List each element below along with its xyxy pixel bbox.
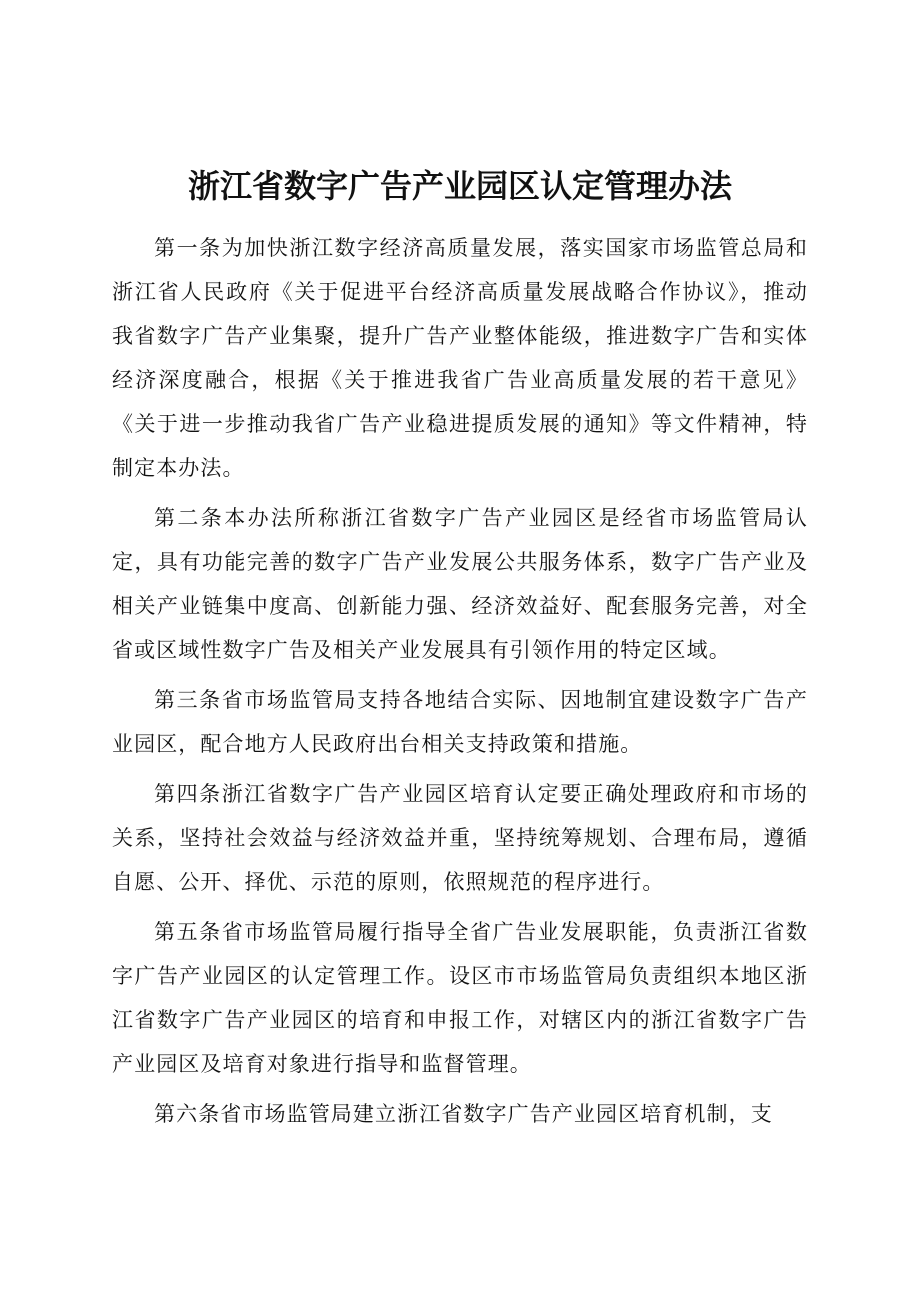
article-4: 第四条浙江省数字广告产业园区培育认定要正确处理政府和市场的关系，坚持社会效益与经济效益并重，坚持统筹规划、合理布局，遵循自愿、公开、择优、示范的原则，依照规范的程序进行。: [112, 782, 808, 894]
document-title: 浙江省数字广告产业园区认定管理办法: [187, 167, 732, 205]
article-6: 第六条省市场监管局建立浙江省数字广告产业园区培育机制，支: [154, 1102, 773, 1126]
document-body: [112, 226, 808, 1142]
article-5: 第五条省市场监管局履行指导全省广告业发展职能，负责浙江省数字广告产业园区的认定管理工作。设区市市场监管局负责组织本地区浙江省数字广告产业园区的培育和申报工作，对辖区内的浙江省数字广告产业园区及培育对象进行指导和监督管理。: [112, 920, 808, 1076]
article-3: 第三条省市场监管局支持各地结合实际、因地制宜建设数字广告产业园区，配合地方人民政府出台相关支持政策和措施。: [112, 688, 808, 756]
article-1: 第一条为加快浙江数字经济高质量发展，落实国家市场监管总局和浙江省人民政府《关于促进平台经济高质量发展战略合作协议》，推动我省数字广告产业集聚，提升广告产业整体能级，推进数字广告和实体经济深度融合，根据《关于推进我省广告业高质量发展的若干意见》《关于进一步推动我省广告产业稳进提质发展的通知》等文件精神，特制定本办法。: [112, 236, 808, 480]
article-2: 第二条本办法所称浙江省数字广告产业园区是经省市场监管局认定，具有功能完善的数字广告产业发展公共服务体系，数字广告产业及相关产业链集中度高、创新能力强、经济效益好、配套服务完善，对全省或区域性数字广告及相关产业发展具有引领作用的特定区域。: [112, 506, 808, 662]
